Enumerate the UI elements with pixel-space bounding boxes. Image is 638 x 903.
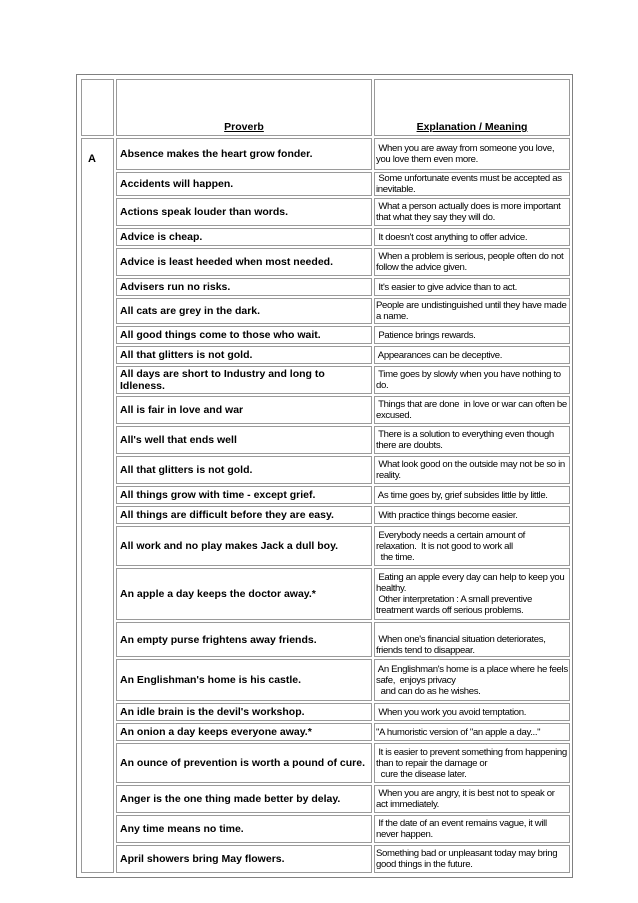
explanation-line: Appearances can be deceptive. [376,349,503,361]
explanation-line: When you are away from someone you love, [376,143,555,154]
explanation-line: When you work you avoid temptation. [376,706,527,718]
explanation-cell [374,396,570,424]
explanation-line: inevitable. [376,184,416,195]
explanation-cell [374,622,570,657]
table-row [81,138,570,170]
explanation-line: never happen. [376,829,433,840]
explanation-cell [374,298,570,324]
proverb-cell: Anger is the one thing made better by delay. [116,785,372,813]
explanation-line: good things in the future. [376,859,473,870]
explanation-line: reality. [376,470,401,481]
explanation-line: Eating an apple every day can help to keep you [376,572,565,583]
explanation-line: the time. [376,551,415,563]
explanation-line: Other interpretation : A small preventive [376,594,532,605]
explanation-cell [374,278,570,296]
explanation-line: a name. [376,311,409,322]
proverb-cell: Actions speak louder than words. [116,198,372,226]
explanation-cell [374,568,570,620]
explanation-line: there are doubts. [376,440,443,451]
explanation-line [376,623,568,634]
table-row [81,172,570,196]
explanation-line: Something bad or unpleasant today may bring [376,848,558,859]
proverb-cell: All days are short to Industry and long to Idleness. [116,366,372,394]
proverb-cell: All work and no play makes Jack a dull boy. [116,526,372,566]
explanation-cell [374,526,570,566]
table-row [81,845,570,873]
explanation-line: People are undistinguished until they have made [376,300,567,311]
explanation-line: cure the disease later. [376,768,467,780]
explanation-cell [374,228,570,246]
table-row [81,815,570,843]
table-row [81,346,570,364]
proverb-cell: All good things come to those who wait. [116,326,372,344]
explanation-line: follow the advice given. [376,262,467,273]
proverb-cell: Absence makes the heart grow fonder. [116,138,372,170]
explanation-line: you love them even more. [376,154,478,165]
explanation-cell [374,346,570,364]
explanation-line: When you are angry, it is best not to speak or [376,788,555,799]
explanation-cell [374,426,570,454]
proverb-cell: All things grow with time - except grief. [116,486,372,504]
explanation-line: than to repair the damage or [376,757,488,769]
explanation-line: There is a solution to everything even though [376,429,554,440]
proverb-cell: April showers bring May flowers. [116,845,372,873]
table-row [81,426,570,454]
proverb-cell: An apple a day keeps the doctor away.* [116,568,372,620]
explanation-line: As time goes by, grief subsides little by little. [376,489,548,501]
explanation-line: What a person actually does is more important [376,201,561,212]
proverb-cell: All's well that ends well [116,426,372,454]
explanation-line: relaxation. It is not good to work all [376,540,513,552]
table-row [81,785,570,813]
proverb-cell: An ounce of prevention is worth a pound of cure. [116,743,372,783]
explanation-line: If the date of an event remains vague, it will [376,818,547,829]
proverb-cell: Any time means no time. [116,815,372,843]
explanation-cell [374,506,570,524]
table-row [81,743,570,783]
proverb-cell: An empty purse frightens away friends. [116,622,372,657]
explanation-cell [374,845,570,873]
explanation-line: Some unfortunate events must be accepted as [376,173,562,184]
table-row [81,703,570,721]
table-row [81,659,570,701]
explanation-cell [374,172,570,196]
explanation-line: An Englishman's home is a place where he feels [376,663,568,675]
explanation-line: It doesn't cost anything to offer advice. [376,231,528,243]
table-row [81,278,570,296]
header-letter-cell [81,79,114,136]
explanation-line: that what they say they will do. [376,212,495,223]
table-header-row [81,79,570,136]
explanation-cell [374,815,570,843]
proverb-cell: An idle brain is the devil's workshop. [116,703,372,721]
explanation-line: Patience brings rewards. [376,329,476,341]
explanation-line: treatment wards off serious problems. [376,605,524,616]
table-row [81,526,570,566]
header-explanation [374,79,570,136]
explanation-cell [374,326,570,344]
header-proverb [116,79,372,136]
explanation-line: When a problem is serious, people often do not [376,251,564,262]
table-row [81,366,570,394]
proverb-cell: All is fair in love and war [116,396,372,424]
table-row [81,198,570,226]
proverb-cell: Advisers run no risks. [116,278,372,296]
proverb-cell: Advice is least heeded when most needed. [116,248,372,276]
section-letter: A [88,153,96,165]
explanation-line: act immediately. [376,799,439,810]
explanation-cell [374,248,570,276]
explanation-line: It is easier to prevent something from happening [376,746,567,758]
table-row [81,456,570,484]
table-row [81,326,570,344]
explanation-line: friends tend to disappear. [376,645,475,656]
explanation-cell [374,723,570,741]
explanation-line: excused. [376,410,412,421]
proverb-cell: All cats are grey in the dark. [116,298,372,324]
explanation-cell [374,486,570,504]
explanation-cell [374,366,570,394]
table-row [81,396,570,424]
proverb-cell: All that glitters is not gold. [116,346,372,364]
proverb-cell: An Englishman's home is his castle. [116,659,372,701]
explanation-cell [374,198,570,226]
explanation-line: Things that are done in love or war can often be [376,399,567,410]
table-row [81,568,570,620]
section-letter-cell [81,138,114,873]
header-explanation-label: Explanation / Meaning [416,121,528,133]
proverbs-table-frame [76,74,573,878]
header-proverb-label: Proverb [224,121,264,133]
explanation-line: and can do as he wishes. [376,685,481,697]
explanation-cell [374,703,570,721]
explanation-line: What look good on the outside may not be so in [376,459,565,470]
proverb-cell: All that glitters is not gold. [116,456,372,484]
explanation-line: do. [376,380,389,391]
explanation-cell [374,659,570,701]
explanation-line: It's easier to give advice than to act. [376,281,517,293]
proverb-cell: All things are difficult before they are easy. [116,506,372,524]
explanation-line: When one's financial situation deteriorates, [376,634,546,645]
explanation-line: safe, enjoys privacy [376,674,456,686]
explanation-line: healthy. [376,583,407,594]
table-row [81,298,570,324]
explanation-line: Everybody needs a certain amount of [376,529,525,541]
explanation-cell [374,456,570,484]
explanation-cell [374,138,570,170]
proverb-cell: Accidents will happen. [116,172,372,196]
table-row [81,622,570,657]
explanation-line: "A humoristic version of "an apple a day..." [376,726,541,738]
table-row [81,723,570,741]
explanation-cell [374,743,570,783]
proverb-cell: An onion a day keeps everyone away.* [116,723,372,741]
proverb-cell: Advice is cheap. [116,228,372,246]
table-row [81,228,570,246]
table-row [81,506,570,524]
explanation-line: Time goes by slowly when you have nothing to [376,369,561,380]
table-row [81,248,570,276]
proverbs-table [79,77,572,875]
table-row [81,486,570,504]
explanation-cell [374,785,570,813]
explanation-line: With practice things become easier. [376,509,518,521]
